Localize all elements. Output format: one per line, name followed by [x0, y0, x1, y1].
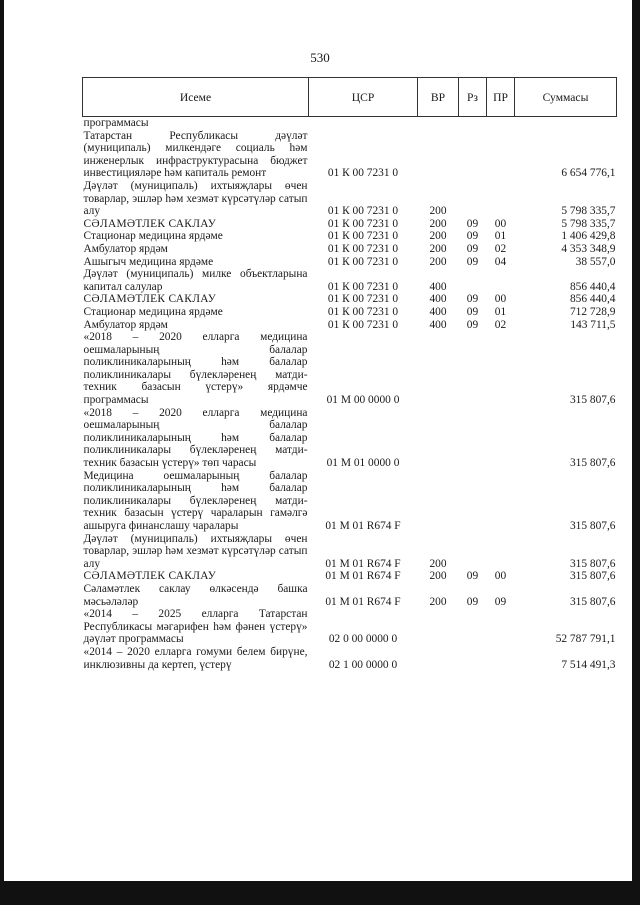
row-sum: 315 807,6: [569, 457, 616, 470]
row-csr: 01 К 00 7231 0: [327, 255, 399, 268]
row-rz: 09: [466, 318, 479, 331]
row-vr: 200: [429, 230, 447, 243]
row-rz: [459, 130, 487, 180]
row-name: «2014 – 2020 елларга гомуми белем бирүне, инклюзивны да кертеп, үстерү: [83, 645, 308, 671]
row-name: СӘЛАМӘТЛЕК САКЛАУ: [83, 570, 217, 583]
row-csr: 02 0 00 0000 0: [328, 633, 398, 646]
row-sum: 315 807,6: [569, 595, 616, 608]
row-pr: 04: [494, 255, 507, 268]
row-sum: 5 798 335,7: [561, 205, 616, 218]
row-rz: [459, 180, 487, 218]
row-name: Амбулатор ярдәм: [83, 318, 168, 331]
row-sum: 315 807,6: [569, 557, 616, 570]
table-row: [83, 331, 617, 407]
row-rz: [459, 470, 487, 533]
table-row: [83, 230, 617, 243]
row-sum: 4 353 348,9: [561, 242, 616, 255]
row-rz: [459, 117, 487, 130]
row-vr: 200: [429, 557, 447, 570]
row-pr: 00: [494, 293, 507, 306]
row-csr: 01 М 00 0000 0: [326, 394, 400, 407]
row-sum: 856 440,4: [569, 280, 616, 293]
row-pr: 01: [494, 230, 507, 243]
row-pr: 02: [494, 318, 507, 331]
row-csr: 01 М 01 R674 F: [325, 520, 401, 532]
row-pr: [487, 117, 515, 130]
row-name: Сәламәтлек саклау өлкәсендә башка мәсьәләләр: [83, 582, 308, 608]
row-rz: 09: [466, 570, 479, 583]
row-pr: 00: [494, 217, 507, 230]
row-rz: [459, 331, 487, 407]
row-rz: [459, 407, 487, 470]
row-csr: 01 М 01 R674 F: [325, 570, 401, 583]
row-vr: [418, 331, 459, 407]
row-name: Дәүләт (муниципаль) ихтыяҗлары өчен товарлар, эшләр һәм хезмәт күрсәтүләр сатып алу: [83, 532, 308, 570]
table-row: [83, 570, 617, 583]
row-csr: 01 М 01 R674 F: [325, 595, 401, 608]
row-vr: 400: [429, 318, 447, 331]
row-pr: [487, 180, 515, 218]
row-pr: 00: [494, 570, 507, 583]
row-vr: [418, 130, 459, 180]
row-vr: 400: [429, 280, 447, 293]
row-name: Амбулатор ярдәм: [83, 242, 168, 255]
row-rz: [459, 646, 487, 671]
row-rz: 09: [466, 255, 479, 268]
row-sum: 52 787 791,1: [555, 633, 616, 646]
table-row: [83, 218, 617, 231]
row-pr: 02: [494, 242, 507, 255]
row-rz: 09: [466, 305, 479, 318]
column-header-pr: ПР: [487, 78, 515, 117]
row-rz: 09: [466, 595, 479, 608]
row-csr: 01 М 01 R674 F: [325, 557, 401, 570]
row-csr: 01 К 00 7231 0: [327, 205, 399, 218]
row-vr: 200: [429, 595, 447, 608]
row-pr: [487, 608, 515, 646]
row-vr: [418, 608, 459, 646]
row-rz: 09: [466, 242, 479, 255]
row-name: Татарстан Республикасы дәүләт (муниципаль) милкендәге социаль һәм инженерлык инфраструктурасына бюджет инвестицияләре һәм капиталь ремонт: [83, 129, 308, 180]
table-row: [83, 117, 617, 130]
row-sum: 856 440,4: [569, 293, 616, 306]
column-header-rz: Рз: [459, 78, 487, 117]
row-pr: [487, 268, 515, 293]
row-vr: [418, 407, 459, 470]
row-pr: [487, 331, 515, 407]
row-rz: [459, 608, 487, 646]
table-header-row: [83, 78, 617, 117]
table-row: [83, 180, 617, 218]
row-vr: 200: [429, 217, 447, 230]
row-rz: 09: [466, 217, 479, 230]
row-rz: [459, 268, 487, 293]
row-vr: 200: [429, 242, 447, 255]
table-row: [83, 407, 617, 470]
row-name: «2014 – 2025 елларга Татарстан Республикасы мәгарифен һәм фәнен үстерү» дәүләт программасы: [83, 608, 308, 646]
row-rz: 09: [466, 293, 479, 306]
budget-table: [82, 77, 617, 671]
scan-edge-right: [632, 0, 640, 905]
table-row: [83, 268, 617, 293]
row-pr: [487, 533, 515, 571]
row-pr: [487, 130, 515, 180]
row-sum: 315 807,6: [569, 394, 616, 407]
scan-edge-bottom: [0, 881, 640, 905]
row-name: Ашыгыч медицина ярдәме: [83, 255, 214, 268]
row-vr: 400: [429, 293, 447, 306]
row-vr: 200: [429, 205, 447, 218]
row-sum: 1 406 429,8: [561, 230, 616, 243]
column-header-csr: ЦСР: [309, 78, 418, 117]
row-pr: [487, 646, 515, 671]
row-vr: 400: [429, 305, 447, 318]
row-sum: 315 807,6: [569, 520, 616, 532]
row-csr: 01 К 00 7231 0: [327, 167, 399, 180]
row-csr: 01 К 00 7231 0: [327, 318, 399, 331]
row-vr: [418, 470, 459, 533]
table-row: [83, 319, 617, 332]
row-pr: [487, 470, 515, 533]
row-rz: 09: [466, 230, 479, 243]
row-csr: 01 К 00 7231 0: [327, 242, 399, 255]
row-name: «2018 – 2020 елларга медицина оешмаларының балалар поликлиникаларының һәм балалар поликлиникалары бүлекләренең матди-техник базасын үстерү» төп чарасы: [83, 406, 308, 470]
row-vr: 200: [429, 255, 447, 268]
table-row: [83, 583, 617, 608]
column-header-sum: Суммасы: [515, 78, 617, 117]
table-row: [83, 646, 617, 671]
row-name: Стационар медицина ярдәме: [83, 305, 223, 318]
row-csr: 01 К 00 7231 0: [327, 230, 399, 243]
row-vr: [418, 646, 459, 671]
row-csr: 01 К 00 7231 0: [327, 293, 399, 306]
row-pr: 09: [494, 595, 507, 608]
row-sum: 6 654 776,1: [561, 167, 616, 180]
row-name: СӘЛАМӘТЛЕК САКЛАУ: [83, 217, 217, 230]
row-name: Стационар медицина ярдәме: [83, 230, 223, 243]
column-header-vr: ВР: [418, 78, 459, 117]
row-pr: 01: [494, 305, 507, 318]
row-sum: 143 711,5: [570, 318, 616, 331]
row-name: «2018 – 2020 елларга медицина оешмаларының балалар поликлиникаларының һәм балалар поликлиникалары бүлекләренең матди-техник базасын үстерү» ярдәмче программасы: [83, 331, 308, 407]
table-row: [83, 306, 617, 319]
row-vr: [418, 117, 459, 130]
column-header-name: Исеме: [83, 78, 309, 117]
row-pr: [487, 407, 515, 470]
row-name: СӘЛАМӘТЛЕК САКЛАУ: [83, 293, 217, 306]
row-csr: [309, 117, 418, 130]
table-row: [83, 608, 617, 646]
table-row: [83, 470, 617, 533]
row-sum: [515, 117, 617, 130]
row-vr: 200: [429, 570, 447, 583]
page-number: 530: [310, 50, 330, 65]
table-row: [83, 130, 617, 180]
table-row: [83, 533, 617, 571]
table-row: [83, 256, 617, 269]
table-row: [83, 243, 617, 256]
row-csr: 01 К 00 7231 0: [327, 217, 399, 230]
row-sum: 5 798 335,7: [561, 217, 616, 230]
row-csr: 02 1 00 0000 0: [328, 658, 398, 671]
row-name: Дәүләт (муниципаль) милке объектларына капитал салулар: [83, 268, 308, 293]
row-csr: 01 К 00 7231 0: [327, 305, 399, 318]
row-name: программасы: [83, 117, 149, 129]
table-row: [83, 293, 617, 306]
row-csr: 01 М 01 0000 0: [326, 457, 400, 470]
scan-edge-left: [0, 0, 4, 905]
row-csr: 01 К 00 7231 0: [327, 280, 399, 293]
row-name: Медицина оешмаларының балалар поликлиникаларының һәм балалар поликлиникалары бүлекләренең матди-техник базасын үстерү чараларын гамәлгә ашыруга финанслашу чаралары: [83, 469, 308, 532]
row-sum: 7 514 491,3: [561, 658, 616, 671]
row-sum: 712 728,9: [569, 305, 616, 318]
row-sum: 315 807,6: [569, 570, 616, 583]
row-name: Дәүләт (муниципаль) ихтыяҗлары өчен товарлар, эшләр һәм хезмәт күрсәтүләр сатып алу: [83, 179, 308, 218]
row-sum: 38 557,0: [575, 255, 616, 268]
row-rz: [459, 533, 487, 571]
